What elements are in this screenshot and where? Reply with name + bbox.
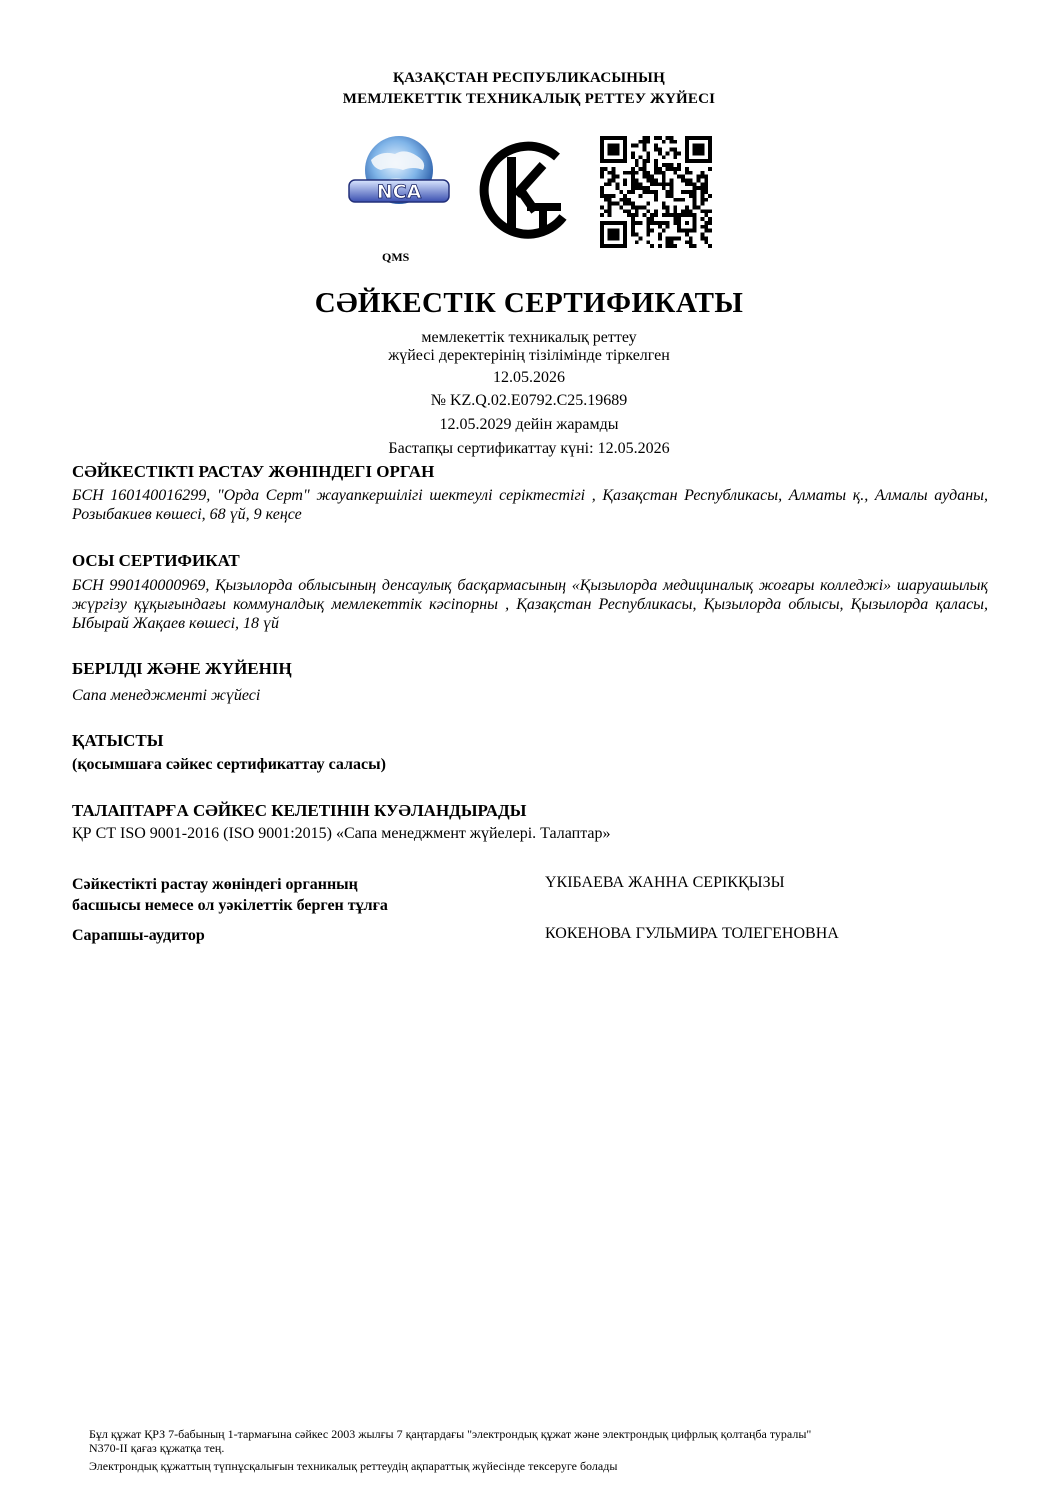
- kt-conformity-mark-icon: [477, 139, 576, 243]
- head-signatory-name: ҮКІБАЕВА ЖАННА СЕРІКҚЫЗЫ: [545, 874, 785, 891]
- auditor-label: Сарапшы-аудитор: [72, 927, 205, 944]
- registry-line-1: мемлекеттік техникалық реттеу: [421, 329, 637, 346]
- qms-label: QMS: [382, 250, 410, 264]
- certification-body-title: СӘЙКЕСТІКТІ РАСТАУ ЖӨНІНДЕГІ ОРГАН: [72, 462, 435, 481]
- footer-line-1: Бұл құжат ҚРЗ 7-бабының 1-тармағына сәйкес 2003 жылғы 7 қаңтардағы "электрондық құжат және электрондық цифрлық қолтаңба туралы": [89, 1427, 812, 1441]
- certification-body-text: БСН 160140016299, "Орда Серт" жауапкершілігі шектеулі серіктестігі , Қазақстан Республикасы, Алматы қ., Алмалы ауданы, Розыбакиев көшесі, 68 үй, 9 кеңсе: [72, 487, 988, 523]
- header-line-1: ҚАЗАҚСТАН РЕСПУБЛИКАСЫНЫҢ: [393, 70, 665, 86]
- certificate-holder-text: БСН 990140000969, Қызылорда облысының денсаулық басқармасының «Қызылорда медициналық жоғары колледжі» шаруашылық жүргізу құқығындағы коммуналдық мемлекеттік кәсіпорны , Қазақстан Республикасы, Қызылорда облысы, Қызылорда қаласы, Ыбырай Жақаев көшесі, 18 үй: [72, 577, 988, 632]
- qr-code-icon[interactable]: [600, 136, 712, 248]
- registry-line-2: жүйесі деректерінің тізілімінде тіркелген: [388, 347, 670, 364]
- certificate-holder-title: ОСЫ СЕРТИФИКАТ: [72, 551, 240, 570]
- footer-line-2: N370-II қағаз құжатқа тең.: [89, 1441, 225, 1455]
- footer-line-3: Электрондық құжаттың түпнұсқалығын техникалық реттеудің ақпараттық жүйесінде тексеруге болады: [89, 1459, 618, 1473]
- nca-logo-text: NCA: [376, 181, 422, 203]
- nca-globe-logo: [347, 136, 451, 214]
- requirements-text: ҚР СТ ISO 9001-2016 (ISO 9001:2015) «Сапа менеджмент жүйелері. Талаптар»: [72, 825, 611, 842]
- scope-subtitle: (қосымшаға сәйкес сертификаттау саласы): [72, 756, 386, 773]
- registration-date: 12.05.2026: [493, 369, 565, 386]
- auditor-name: КОКЕНОВА ГУЛЬМИРА ТОЛЕГЕНОВНА: [545, 925, 839, 942]
- scope-title: ҚАТЫСТЫ: [72, 731, 164, 750]
- initial-certification-date: Бастапқы сертификаттау күні: 12.05.2026: [388, 440, 670, 457]
- system-text: Сапа менеджменті жүйесі: [72, 687, 261, 704]
- head-signatory-label-line-1: Сәйкестікті растау жөніндегі органның: [72, 876, 358, 893]
- requirements-title: ТАЛАПТАРҒА СӘЙКЕС КЕЛЕТІНІН КУӘЛАНДЫРАДЫ: [72, 801, 527, 820]
- valid-until: 12.05.2029 дейін жарамды: [439, 416, 619, 433]
- system-title: БЕРІЛДІ ЖӘНЕ ЖҮЙЕНІҢ: [72, 659, 292, 678]
- header-line-2: МЕМЛЕКЕТТІК ТЕХНИКАЛЫҚ РЕТТЕУ ЖҮЙЕСІ: [342, 91, 716, 107]
- head-signatory-label-line-2: басшысы немесе ол уәкілеттік берген тұлға: [72, 897, 388, 914]
- certificate-title: СӘЙКЕСТІК СЕРТИФИКАТЫ: [314, 287, 744, 319]
- certificate-number: № KZ.Q.02.E0792.C25.19689: [430, 392, 628, 409]
- head-signatory-label: [72, 874, 388, 916]
